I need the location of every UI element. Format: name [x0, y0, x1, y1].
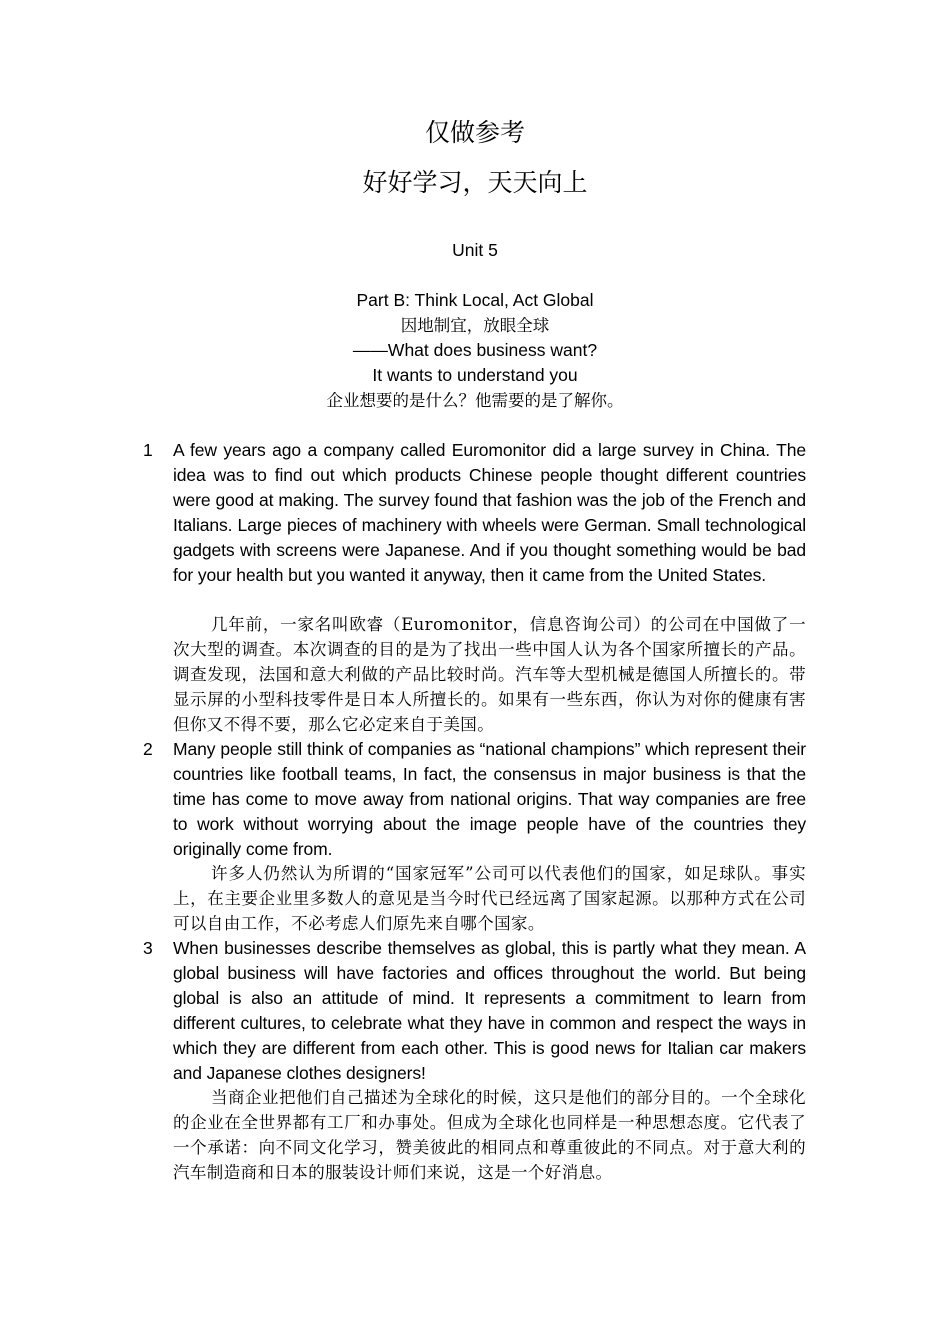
paragraph-chinese: 许多人仍然认为所谓的“国家冠军”公司可以代表他们的国家，如足球队。事实上，在主要企业里多数人的意见是当今时代已经远离了国家起源。以那种方式在公司可以自由工作，不必考虑人们原先来自哪个国家。: [173, 864, 806, 933]
paragraph-number: 3: [143, 938, 153, 958]
subtitle-en-1: ——What does business want?: [352, 340, 598, 360]
unit-title: Unit 5: [452, 240, 498, 260]
paragraph-english: When businesses describe themselves as global, this is partly what they mean. A global business will have factories and offices throughout the world. But being global is also an attitude of mind. It represents a commitment to learn from different cultures, to celebrate what they have in common and respect the ways in which they are different from each other. This is good news for Italian car makers and Japanese clothes designers!: [173, 938, 806, 1083]
paragraph-chinese: 几年前，一家名叫欧睿（Euromonitor，信息咨询公司）的公司在中国做了一次大型的调查。本次调查的目的是为了找出一些中国人认为各个国家所擅长的产品。调查发现，法国和意大利做的产品比较时尚。汽车等大型机械是德国人所擅长的。带显示屏的小型科技零件是日本人所擅长的。如果有一些东西，你认为对你的健康有害但你又不得不要，那么它必定来自于美国。: [173, 615, 806, 734]
subtitle-cn: 企业想要的是什么？他需要的是了解你。: [326, 391, 624, 410]
paragraph-english: Many people still think of companies as “national champions” which represent their countries like football teams, In fact, the consensus in major business is that the time has come to move away from national origins. That way companies are free to work without worrying about the image people have of the countries they originally come from.: [173, 739, 806, 859]
paragraph-english: A few years ago a company called Euromonitor did a large survey in China. The idea was to find out which products Chinese people thought different countries were good at making. The survey found that fashion was the job of the French and Italians. Large pieces of machinery with wheels were German. Small technological gadgets with screens were Japanese. And if you thought something would be bad for your health but you wanted it anyway, then it came from the United States.: [173, 440, 806, 585]
paragraph-chinese: 当商企业把他们自己描述为全球化的时候，这只是他们的部分目的。一个全球化的企业在全世界都有工厂和办事处。但成为全球化也同样是一种思想态度。它代表了一个承诺：向不同文化学习，赞美彼此的相同点和尊重彼此的不同点。对于意大利的汽车制造商和日本的服装设计师们来说，这是一个好消息。: [173, 1088, 806, 1182]
part-title: Part B: Think Local, Act Global: [356, 290, 594, 310]
paragraph-number: 2: [143, 739, 153, 759]
header-line-1: 仅做参考: [424, 118, 525, 147]
part-title-cn: 因地制宜，放眼全球: [400, 316, 550, 335]
subtitle-en-2: It wants to understand you: [372, 365, 578, 385]
paragraph-number: 1: [143, 440, 153, 460]
header-line-2: 好好学习，天天向上: [362, 168, 588, 197]
